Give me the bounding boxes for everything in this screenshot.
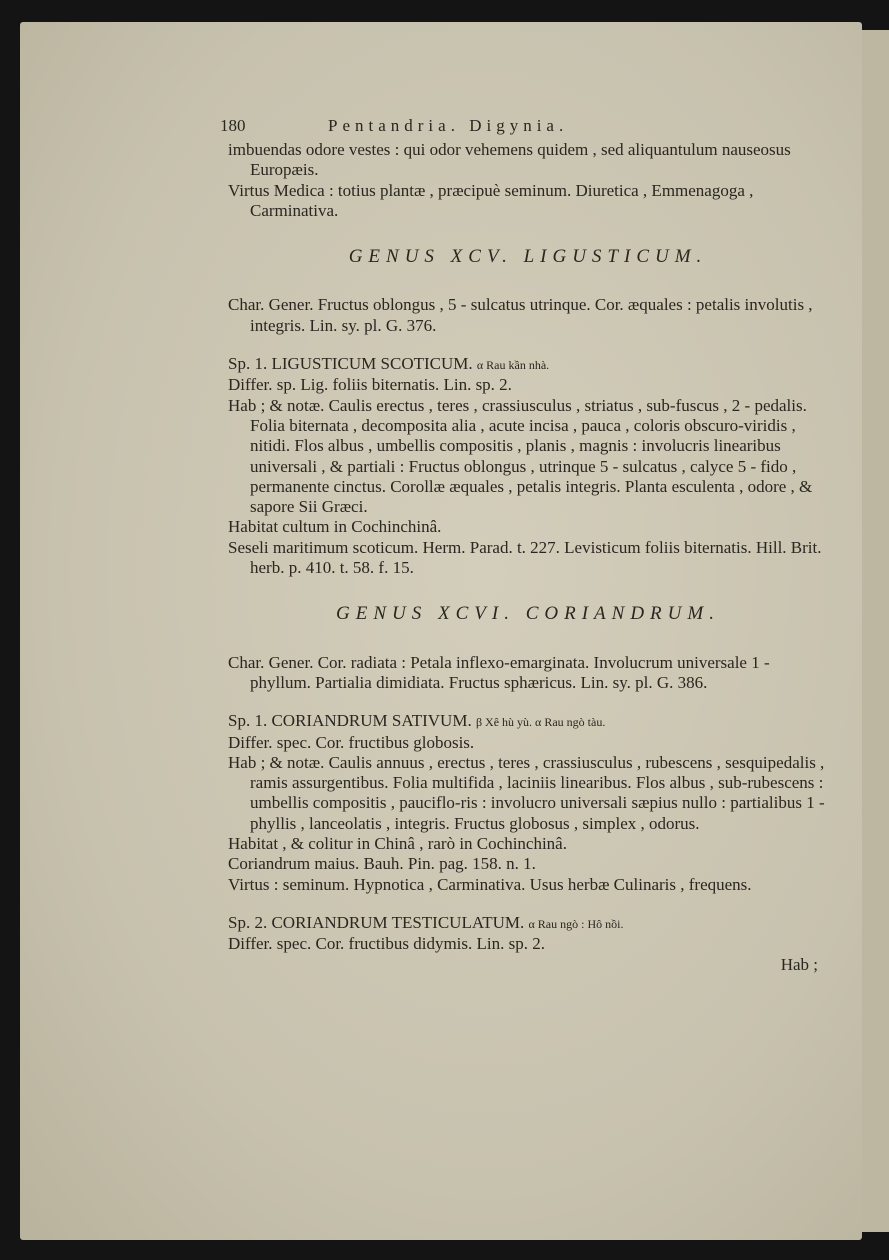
genus-character-ligusticum: Char. Gener. Fructus oblongus , 5 - sulcatus utrinque. Cor. æquales : petalis involutis , integris. Lin. sy. pl. G. 376. <box>228 295 813 335</box>
running-head <box>220 116 828 140</box>
habitat: Habitat , & colitur in Chinâ , rarò in Cochinchinâ. <box>228 834 567 854</box>
differentia: Differ. sp. Lig. foliis biternatis. Lin. sp. 2. <box>228 375 512 395</box>
intro-text: imbuendas odore vestes : qui odor vehemens quidem , sed aliquantulum nauseosus Europæis. <box>228 140 791 180</box>
running-title: Pentandria. Digynia. <box>328 116 569 135</box>
species-coriandrum-testiculatum <box>228 913 828 934</box>
vernacular-name: β Xê hù yù. α Rau ngò tàu. <box>475 715 606 730</box>
genus-character-coriandrum: Char. Gener. Cor. radiata : Petala inflexo-emarginata. Involucrum universale 1 - phyllum. Partialia dimidiata. Fructus sphæricus. Lin. sy. pl. G. 386. <box>228 652 770 692</box>
habitat: Habitat cultum in Cochinchinâ. <box>228 517 442 537</box>
synonymy: Seseli maritimum scoticum. Herm. Parad. t. 227. Levisticum foliis biternatis. Hill. Brit. herb. p. 410. t. 58. f. 15. <box>228 537 822 578</box>
virtus-medica: Virtus Medica : totius plantæ , præcipuè seminum. Diuretica , Emmenagoga , Carminativa. <box>228 180 754 220</box>
synonymy: Coriandrum maius. Bauh. Pin. pag. 158. n. 1. <box>228 854 536 874</box>
catchword: Hab ; <box>780 954 818 974</box>
species-coriandrum-sativum <box>228 711 828 732</box>
vernacular-name: α Rau kần nhà. <box>476 358 550 373</box>
vernacular-name: α Rau ngò : Hô nồi. <box>528 916 624 931</box>
habit-description: Hab ; & notæ. Caulis erectus , teres , crassiusculus , striatus , sub-fuscus , 2 - pedalis. Folia biternata , decomposita alia , acute incisa , pauca , coloris obscuro-viridis , nitidi. Flos albus , umbellis compositis , planis , magnis : involucris linearibus universali , & partiali : Fructus oblongus , utrinque 5 - sulcatus , calyce 5 - fido , permanente cinctus. Corollæ æquales , petalis integris. Planta esculenta , odore , & sapore Sii Græci. <box>228 395 813 517</box>
page-number: 180 <box>220 116 246 135</box>
next-page-edge <box>862 30 889 1232</box>
species-title: Sp. 1. CORIANDRUM SATIVUM. <box>228 711 472 731</box>
species-title: Sp. 2. CORIANDRUM TESTICULATUM. <box>228 912 525 932</box>
genus-heading-ligusticum: GENUS XCV. LIGUSTICUM. <box>348 246 708 268</box>
page-text <box>220 116 828 975</box>
genus-heading-coriandrum: GENUS XCVI. CORIANDRUM. <box>336 603 720 625</box>
species-title: Sp. 1. LIGUSTICUM SCOTICUM. <box>228 354 473 374</box>
habit-description: Hab ; & notæ. Caulis annuus , erectus , teres , crassiusculus , rubescens , sesquipedalis , ramis assurgentibus. Folia multifida , laciniis linearibus. Flos albus , sub-rubescens : umbellis compositis , pauciflo-ris : involucro universali sæpius nullo : partialibus 1 - phyllis , lanceolatis , integris. Fructus globosus , simplex , odorus. <box>228 752 825 833</box>
species-ligusticum-scoticum <box>228 354 828 375</box>
virtus: Virtus : seminum. Hypnotica , Carminativa. Usus herbæ Culinaris , frequens. <box>228 874 752 894</box>
differentia: Differ. spec. Cor. fructibus didymis. Lin. sp. 2. <box>228 934 545 954</box>
differentia: Differ. spec. Cor. fructibus globosis. <box>228 732 475 752</box>
